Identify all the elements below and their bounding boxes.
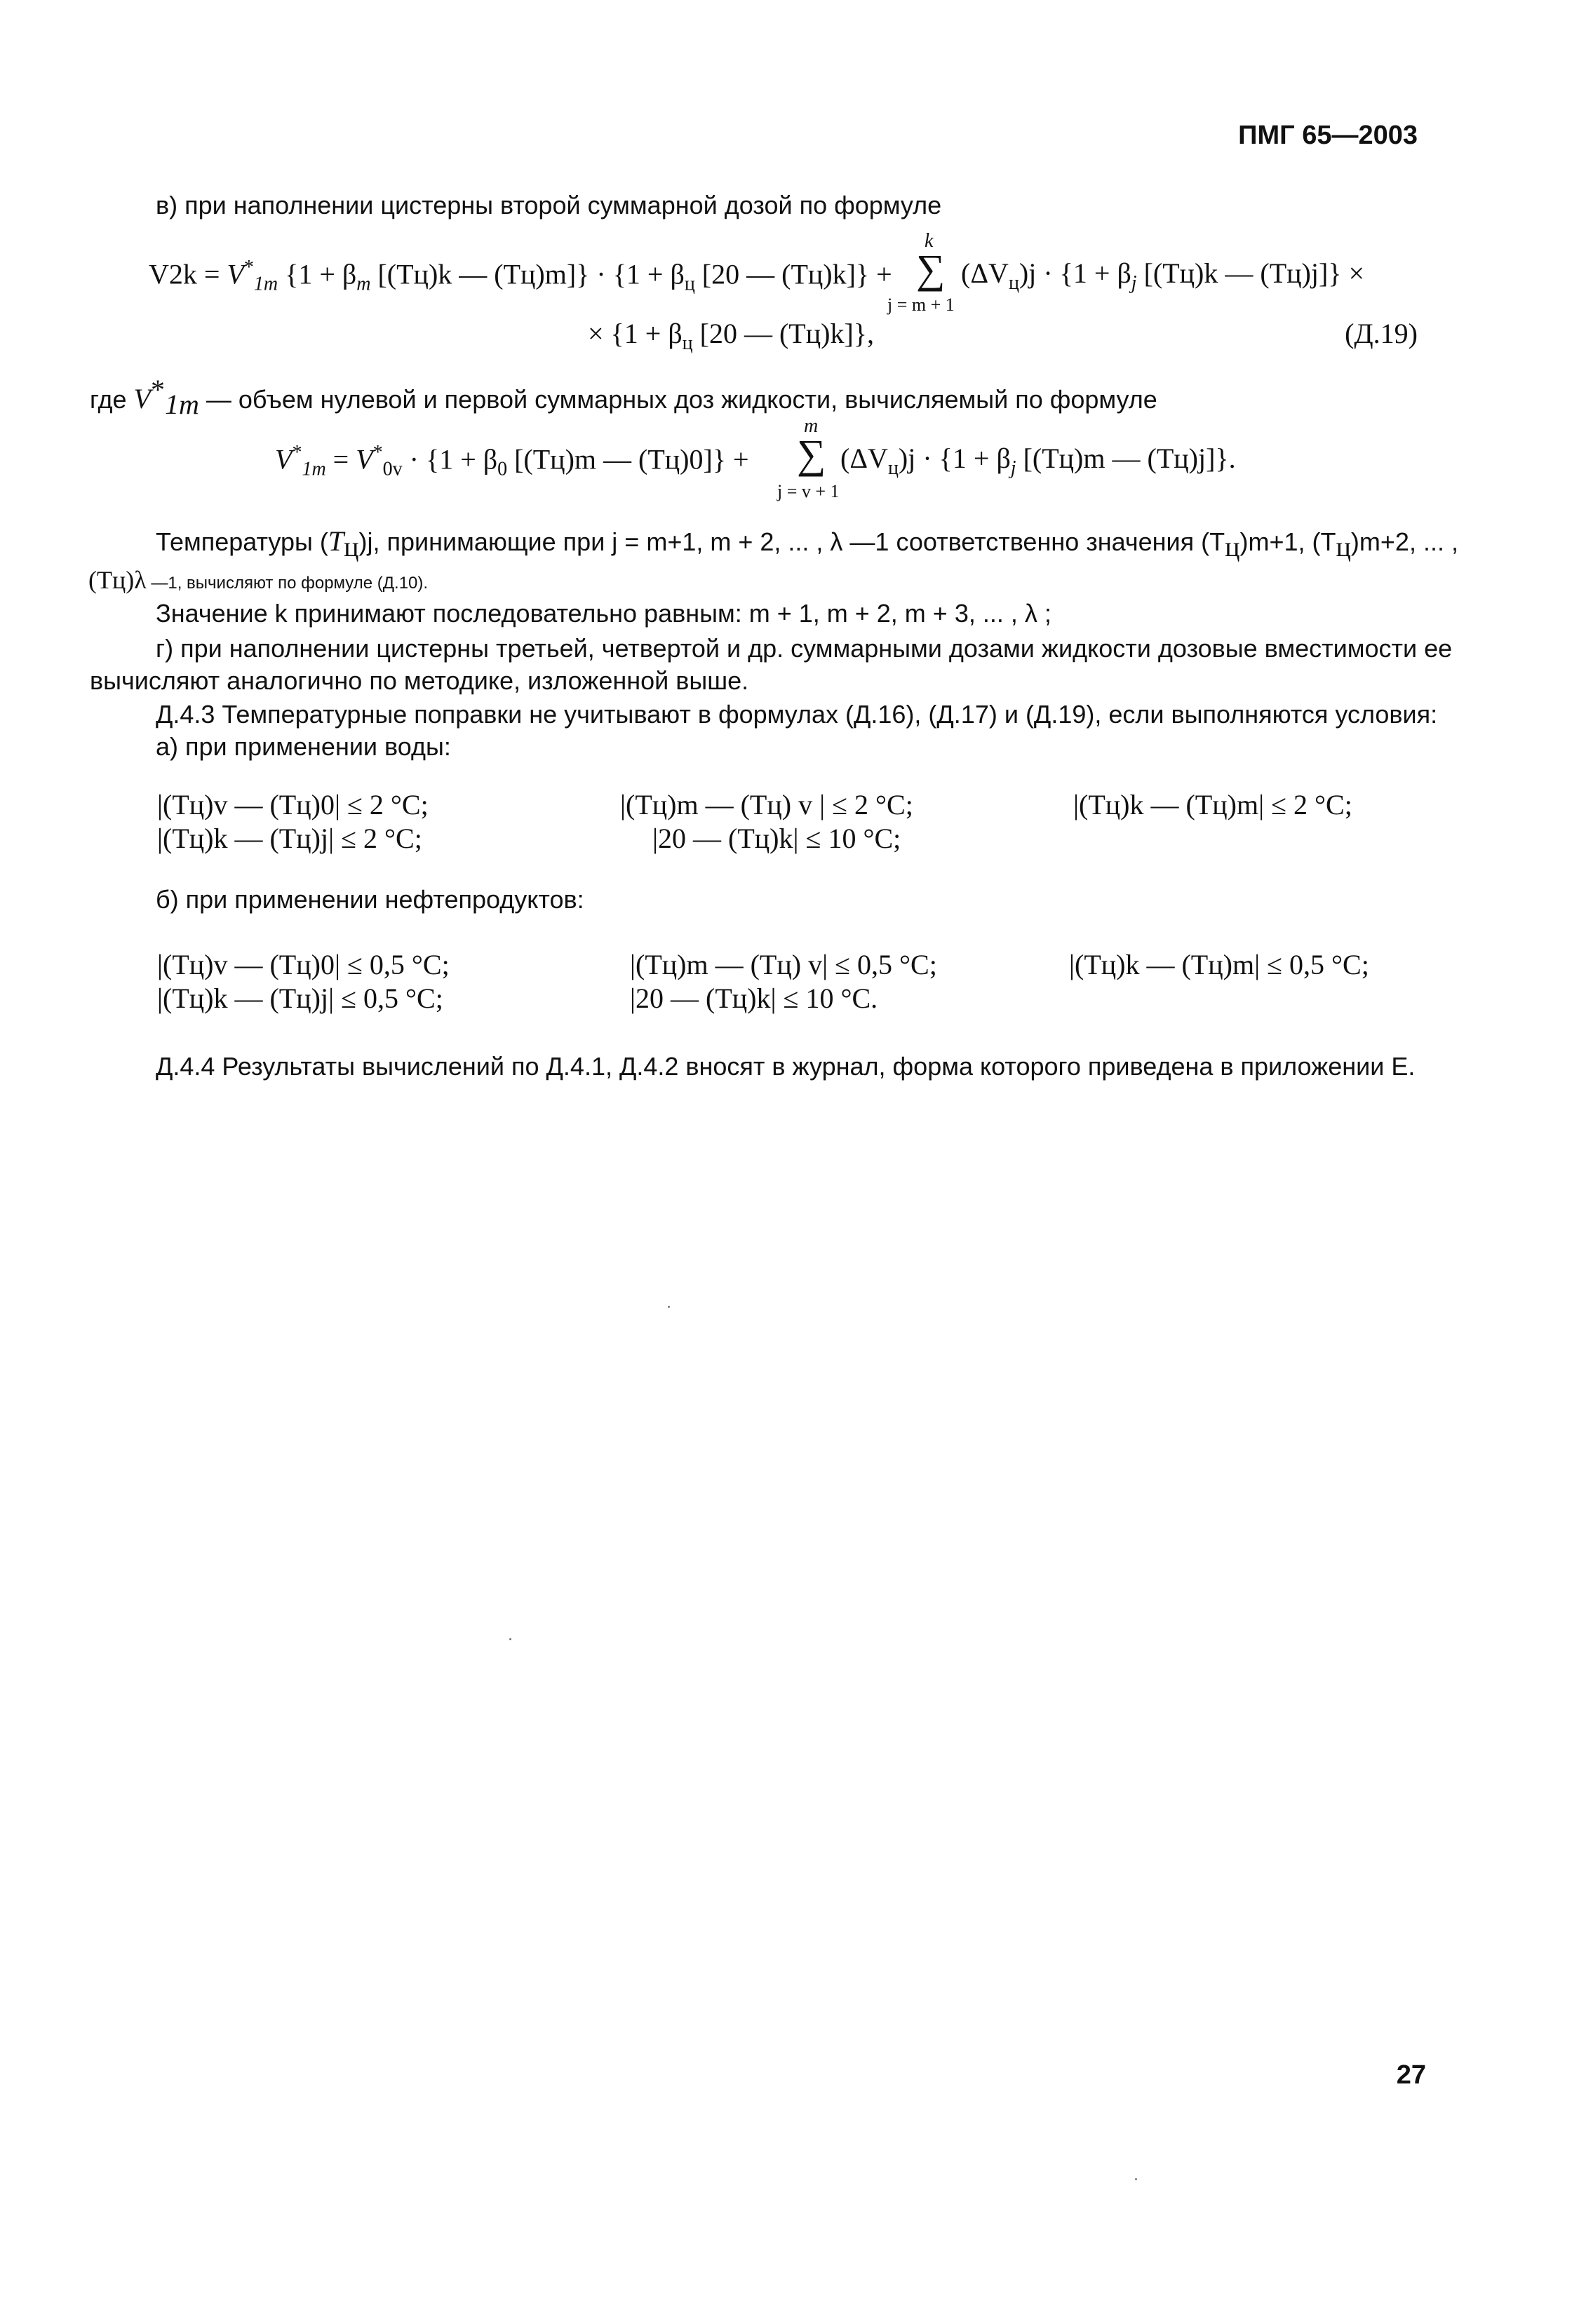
formula-d19-line1-rest: $(\Delta V_ц)j \cdot \{1 + \beta_j$ [(Tц)k — (Tц)j]} × xyxy=(961,257,1365,294)
water-condition-1: |(Tц)v — (Tц)0| ≤ 2 °C; xyxy=(157,789,429,820)
scan-speck xyxy=(509,1638,511,1640)
sigma-symbol-2: ∑ xyxy=(797,431,826,477)
where-clause: где $V^*_{1m}$ — объем нулевой и первой суммарных доз жидкости, вычисляемый по формуле xyxy=(90,374,1157,421)
clause-d44: Д.4.4 Результаты вычислений по Д.4.1, Д.4.2 вносят в журнал, форма которого приведена в приложении Е. xyxy=(156,1052,1416,1081)
formula-number-d19: (Д.19) xyxy=(1345,318,1418,349)
temperatures-line-2: (Tц)λ —1, вычисляют по формуле (Д.10). xyxy=(88,566,429,594)
sum2-upper-limit: m xyxy=(804,415,819,437)
page-number: 27 xyxy=(1396,2060,1426,2090)
sum-lower-limit: j = m + 1 xyxy=(887,295,955,315)
item-b-oil: б) при применении нефтепродуктов: xyxy=(156,885,584,914)
water-condition-3: |(Tц)k — (Tц)m| ≤ 2 °C; xyxy=(1073,789,1352,820)
document-id: ПМГ 65—2003 xyxy=(1238,121,1418,150)
scan-speck xyxy=(668,1306,670,1308)
formula-d19-line1: $V2k = V^*_{1m}$ {$1 + \beta_m$ [(Tц)k — $(Tц)m]\} \cdot \{1 + \beta_ц$ [20 — (Tц)k]} + xyxy=(149,257,892,295)
item-g-line1: г) при наполнении цистерны третьей, четвертой и др. суммарными дозами жидкости дозовые вместимости ее xyxy=(156,634,1453,663)
water-condition-4: |(Tц)k — (Tц)j| ≤ 2 °C; xyxy=(157,823,422,854)
scan-speck xyxy=(1135,2178,1137,2180)
temperatures-line: Температуры $(T_ц)j$, принимающие при j = m+1, m + 2, ... , λ —1 соответственно значения $(T_ц)m+1$, $(T_ц)m+2$, ... , xyxy=(156,525,1458,563)
oil-condition-2: |(Tц)m — (Tц) v| ≤ 0,5 °C; xyxy=(630,949,937,980)
water-condition-5: |20 — (Tц)k| ≤ 10 °C; xyxy=(652,823,901,854)
item-v-text: в) при наполнении цистерны второй суммарной дозой по формуле xyxy=(156,191,942,219)
item-a-water: а) при применении воды: xyxy=(156,732,451,761)
oil-condition-5: |20 — (Tц)k| ≤ 10 °C. xyxy=(630,982,878,1014)
water-condition-2: |(Tц)m — (Tц) v | ≤ 2 °C; xyxy=(620,789,913,820)
sum2-lower-limit: j = v + 1 xyxy=(777,481,840,501)
oil-condition-3: |(Tц)k — (Tц)m| ≤ 0,5 °C; xyxy=(1069,949,1369,980)
k-values-line: Значение k принимают последовательно равным: m + 1, m + 2, m + 3, ... , λ ; xyxy=(156,599,1051,628)
sigma-symbol: ∑ xyxy=(916,246,946,292)
sum-upper-limit: k xyxy=(925,230,934,252)
item-g-line2: вычисляют аналогично по методике, изложенной выше. xyxy=(90,666,749,695)
formula-v1m: $V^*_{1m} = V^*_{0v} \cdot \{1 + \beta_0$ [(Tц)m — (Tц)0]} + xyxy=(275,442,749,480)
oil-condition-4: |(Tц)k — (Tц)j| ≤ 0,5 °C; xyxy=(157,982,443,1014)
formula-v1m-rest: $(\Delta V_ц)j \cdot \{1 + \beta_j$ [(Tц)m — (Tц)j]}. xyxy=(840,442,1236,479)
clause-d43: Д.4.3 Температурные поправки не учитывают в формулах (Д.16), (Д.17) и (Д.19), если выполняются условия: xyxy=(156,700,1438,729)
formula-d19-line2: × {$1 + \beta_ц$ [20 — (Tц)k]}, xyxy=(588,318,874,354)
oil-condition-1: |(Tц)v — (Tц)0| ≤ 0,5 °C; xyxy=(157,949,450,980)
